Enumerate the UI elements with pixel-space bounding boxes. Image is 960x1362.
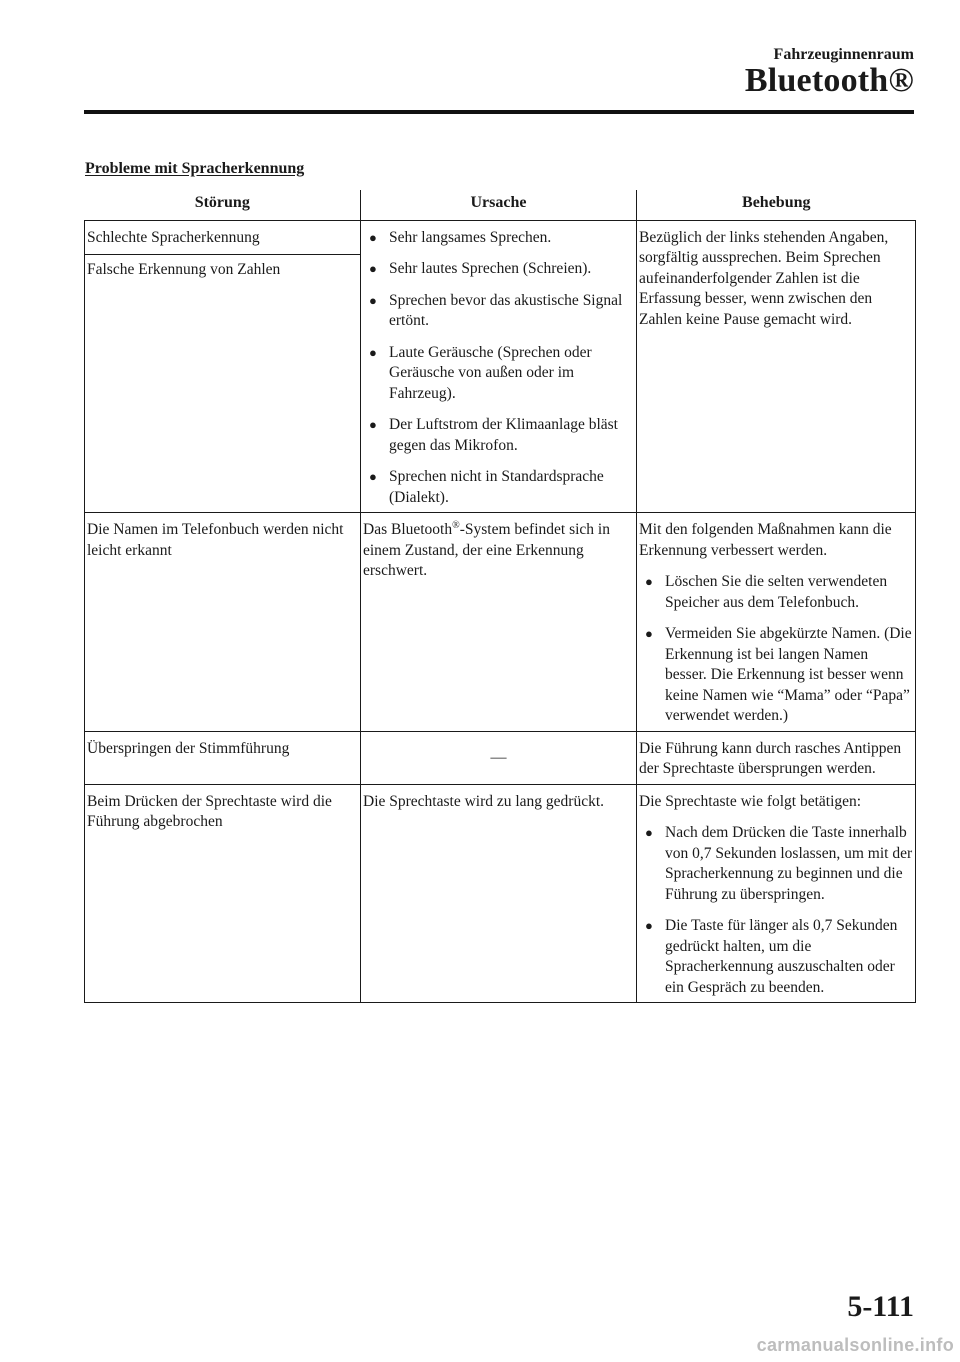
bullet-icon: ● [369,292,377,308]
remedy-text: Die Führung kann durch rasches Antippen der Sprechtaste übersprungen werden. [639,739,902,777]
table-row [85,731,916,784]
remedy-text: Bezüglich der links stehenden Angaben, sorgfältig aussprechen. Beim Sprechen aufeinanderfolgender Zahlen ist die Erfassung besser, wenn zwischen den Zahlen keine Pause gemacht wird. [639,228,889,328]
section-title: Probleme mit Spracherkennung [85,160,305,177]
remedy-list [639,572,913,727]
list-item: ● Vermeiden Sie abgekürzte Namen. (Die Erkennung ist bei langen Namen besser. Die Erkennung ist besser wenn keine Namen wie “Mama” oder “Papa” verwendet werden.) [645,625,912,724]
cause-cell [361,784,637,1003]
cause-text: Das Bluetooth®-System befindet sich in einem Zustand, der eine Erkennung erschwert. [363,519,610,579]
header-title: Bluetooth® [744,62,914,99]
cause-text: — [490,748,507,766]
list-item: ● Sehr lautes Sprechen (Schreien). [363,259,634,280]
list-item: ● Nach dem Drücken die Taste innerhalb von 0,7 Sekunden loslassen, um mit der Spracherkennung zu beginnen und die Führung zu überspringen. [645,824,913,903]
problem-cell [85,731,361,784]
troubleshooting-table [84,190,916,1003]
remedy-cell [637,220,916,513]
bullet-icon: ● [645,626,653,641]
header-category: Fahrzeuginnenraum [773,46,914,63]
problem-cell [85,513,361,732]
header-rule [84,110,914,114]
bullet-icon: ● [369,344,377,360]
cause-cell [361,513,637,732]
remedy-list [639,823,913,998]
list-item: ● Die Taste für länger als 0,7 Sekunden gedrückt halten, um die Spracherkennung auszuschalten oder ein Gespräch zu beenden. [645,917,898,996]
column-header-cause: Ursache [361,190,637,220]
list-item: ● Sprechen nicht in Standardsprache (Dialekt). [369,468,604,506]
table-header-row [85,190,916,220]
bullet-icon: ● [645,825,653,840]
problem-text: Schlechte Spracherkennung [87,228,260,246]
list-item: ● Sprechen bevor das akustische Signal ertönt. [369,291,623,329]
cause-text: Die Sprechtaste wird zu lang gedrückt. [363,792,605,810]
remedy-cell [637,731,916,784]
registered-mark: ® [452,519,460,531]
problem-cell [85,784,361,1003]
problem-text: Die Namen im Telefonbuch werden nicht leicht erkannt [87,521,344,559]
cause-list [363,228,634,509]
list-item: ● Sehr langsames Sprechen. [363,228,634,249]
page-number: 5-111 [847,1290,914,1323]
list-item: ● Laute Geräusche (Sprechen oder Geräusche von außen oder im Fahrzeug). [369,343,592,402]
problem-text: Überspringen der Stimmführung [87,739,290,757]
bullet-icon: ● [645,574,653,589]
cause-cell [361,220,637,513]
column-header-remedy: Behebung [637,190,916,220]
problem-cell [85,220,361,513]
watermark: carmanualsonline.info [756,1335,954,1355]
list-item: ● Der Luftstrom der Klimaanlage bläst gegen das Mikrofon. [369,416,618,454]
table-row [85,220,916,513]
cause-cell [361,731,637,784]
column-header-problem: Störung [85,190,361,220]
table-row [85,513,916,732]
remedy-cell [637,513,916,732]
table-row [85,784,916,1003]
remedy-intro: Mit den folgenden Maßnahmen kann die Erkennung verbessert werden. [639,521,892,559]
bullet-icon: ● [369,261,377,276]
remedy-intro: Die Sprechtaste wie folgt betätigen: [639,792,862,810]
problem-text: Beim Drücken der Sprechtaste wird die Führung abgebrochen [87,792,332,830]
bullet-icon: ● [369,469,377,484]
remedy-cell [637,784,916,1003]
bullet-icon: ● [369,229,377,245]
problem-text: Falsche Erkennung von Zahlen [85,254,360,281]
bullet-icon: ● [369,417,377,432]
bullet-icon: ● [645,918,653,933]
list-item: ● Löschen Sie die selten verwendeten Speicher aus dem Telefonbuch. [645,573,888,611]
